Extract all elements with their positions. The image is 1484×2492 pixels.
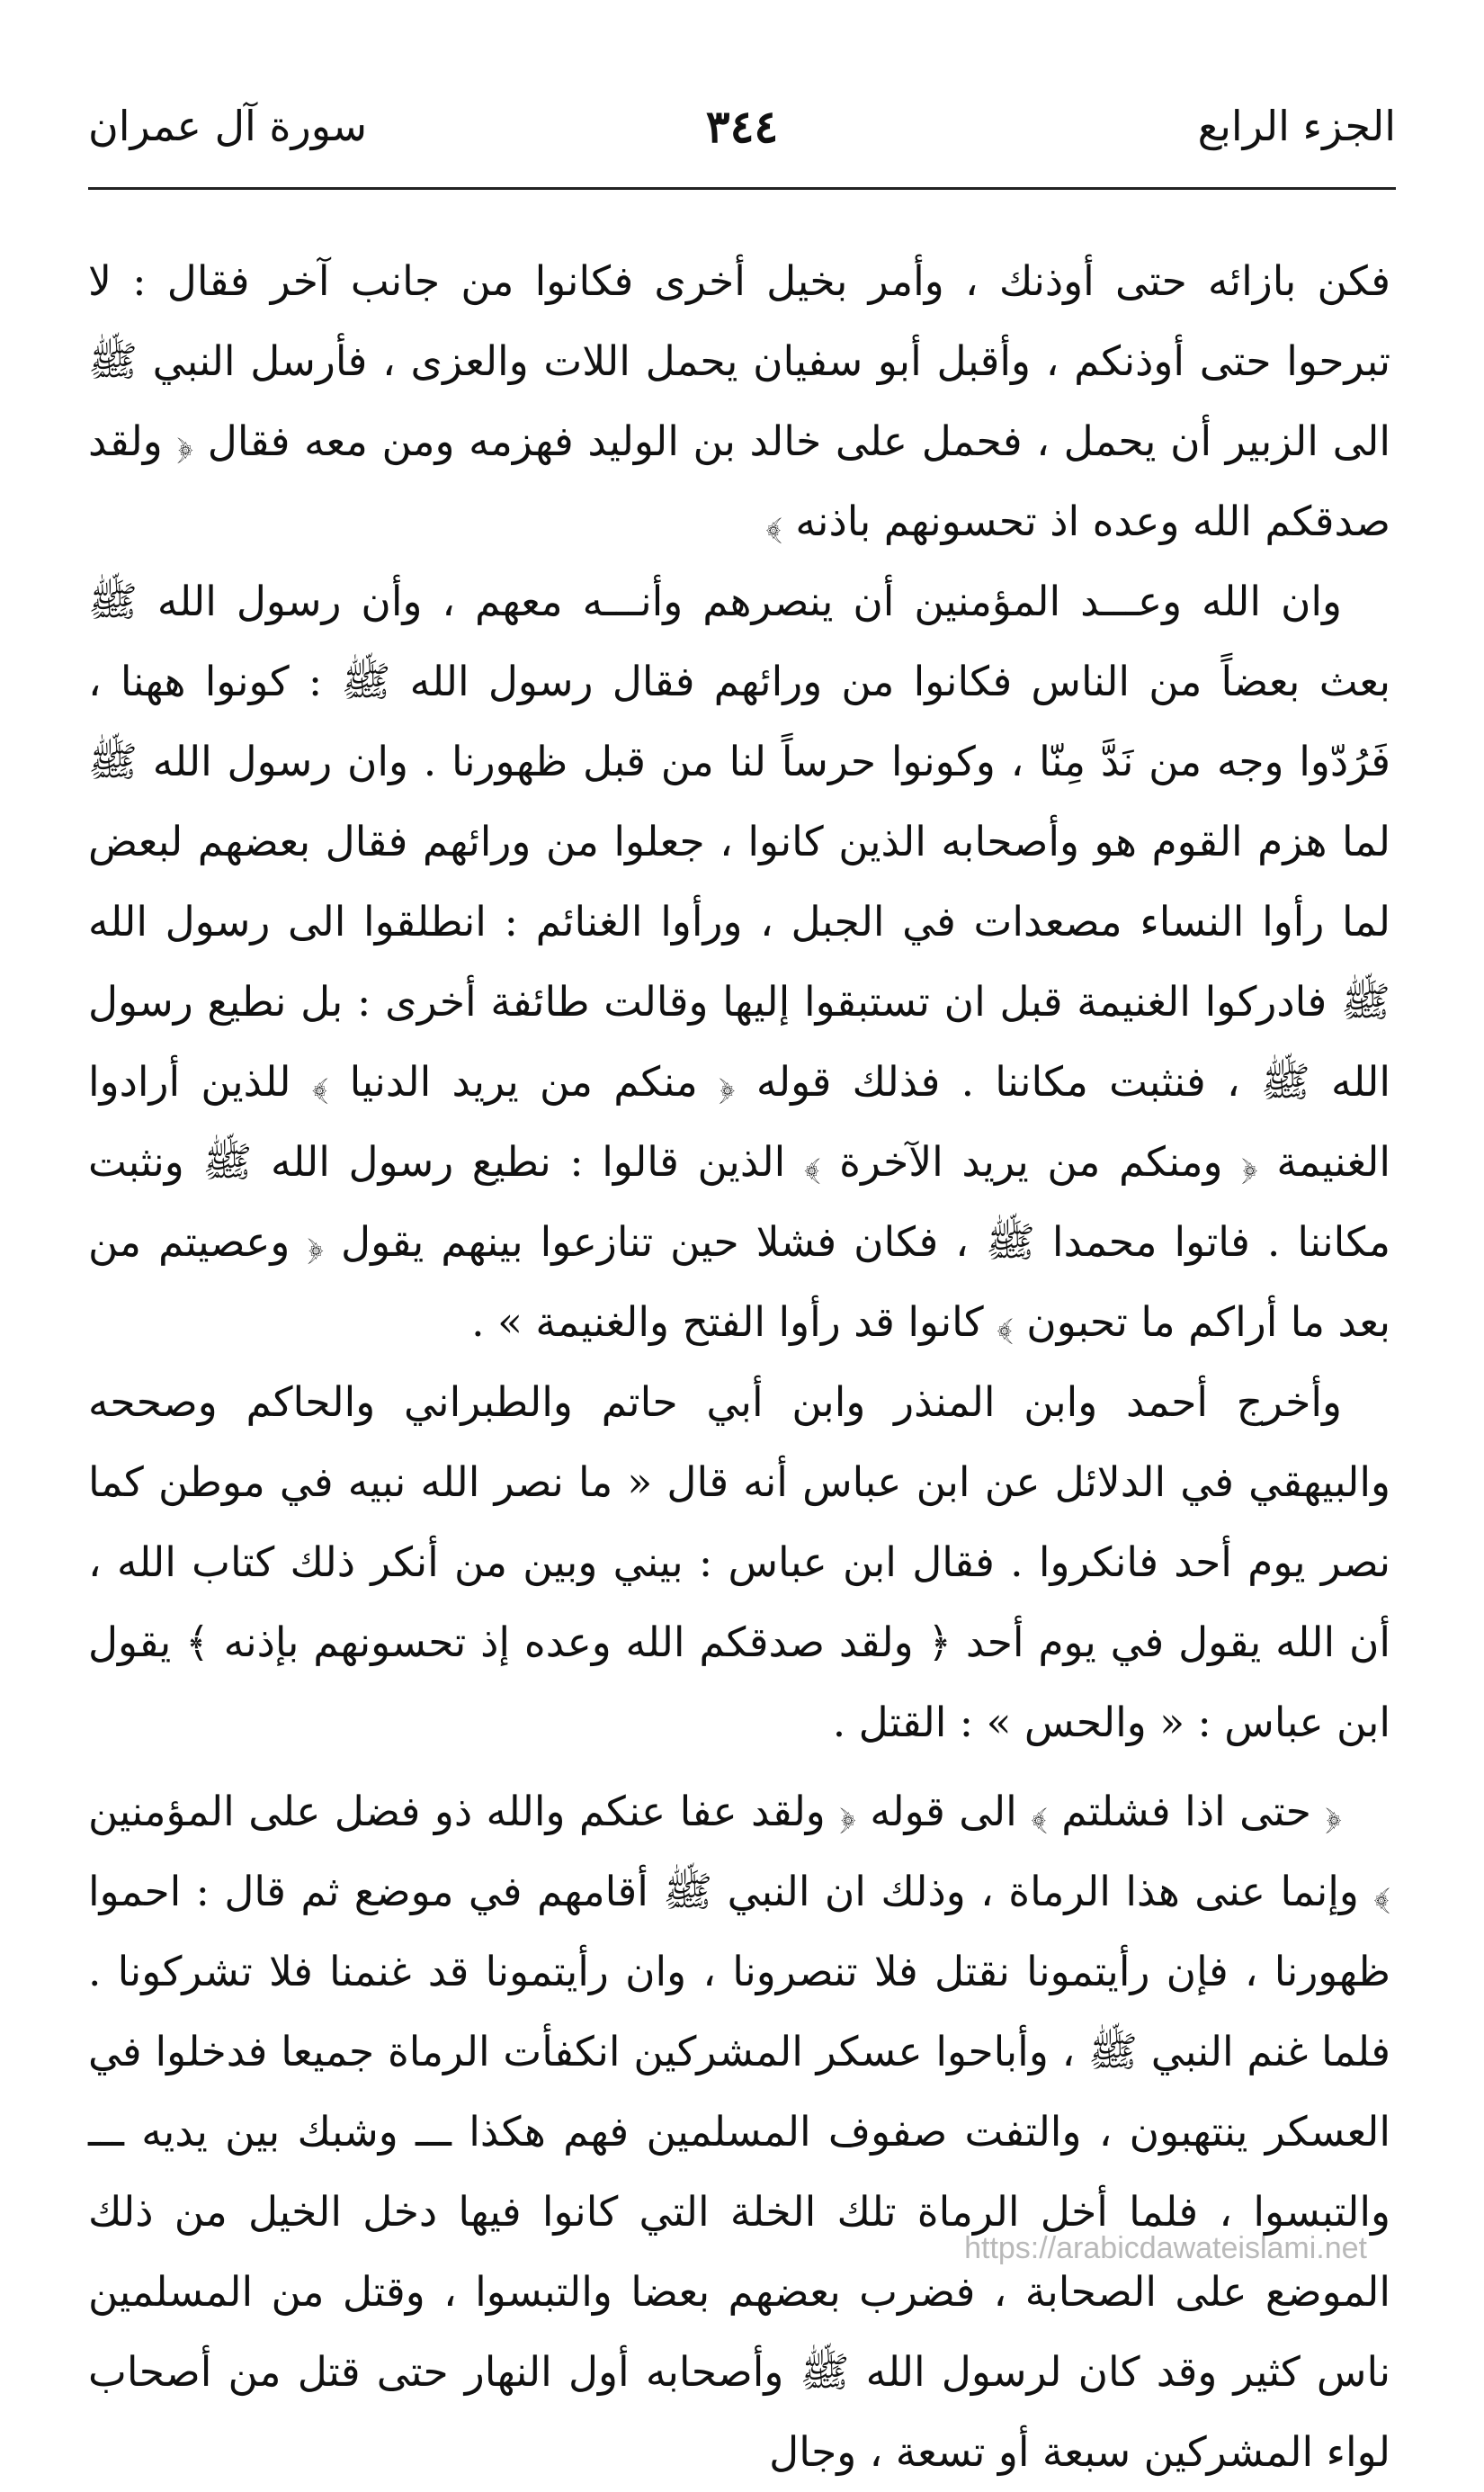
paragraph: فكن بازائه حتى أوذنك ، وأمر بخيل أخرى فكانوا من جانب آخر فقال : لا تبرحوا حتى أوذنكم ، وأقبل أبو سفيان يحمل اللات والعزى ، فأرسل النبي ﷺ الى الزبير أن يحمل ، فحمل على خالد بن الوليد فهزمه ومن معه فقال ﴿ ولقد صدقكم الله وعده اذ تحسونهم باذنه ﴾	[88, 257, 1390, 545]
page-body	[88, 241, 1390, 2492]
paragraph: وان الله وعـــد المؤمنين أن ينصرهم وأنـــه معهم ، وأن رسول الله ﷺ بعث بعضاً من الناس فكانوا من ورائهم فقال رسول الله ﷺ : كونوا ههنا ، فَرُدّوا وجه من نَدَّ مِنّا ، وكونوا حرساً لنا من قبل ظهورنا . وان رسول الله ﷺ لما هزم القوم هو وأصحابه الذين كانوا ، جعلوا من ورائهم فقال بعضهم لبعض لما رأوا النساء مصعدات في الجبل ، ورأوا الغنائم : انطلقوا الى رسول الله ﷺ فادركوا الغنيمة قبل ان تستبقوا إليها وقالت طائفة أخرى : بل نطيع رسول الله ﷺ ، فنثبت مكاننا . فذلك قوله ﴿ منكم من يريد الدنيا ﴾ للذين أرادوا الغنيمة ﴿ ومنكم من يريد الآخرة ﴾ الذين قالوا : نطيع رسول الله ﷺ ونثبت مكاننا . فاتوا محمدا ﷺ ، فكان فشلا حين تنازعوا بينهم يقول ﴿ وعصيتم من بعد ما أراكم ما تحبون ﴾ كانوا قد رأوا الفتح والغنيمة » .	[88, 578, 1390, 1346]
paragraph: ﴿ حتى اذا فشلتم ﴾ الى قوله ﴿ ولقد عفا عنكم والله ذو فضل على المؤمنين ﴾ وإنما عنى هذا الرماة ، وذلك ان النبي ﷺ أقامهم في موضع ثم قال : احموا ظهورنا ، فإن رأيتمونا نقتل فلا تنصرونا ، وان رأيتمونا قد غنمنا فلا تشركونا . فلما غنم النبي ﷺ ، وأباحوا عسكر المشركين انكفأت الرماة جميعا فدخلوا في العسكر ينتهبون ، والتفت صفوف المسلمين فهم هكذا ـــ وشبك بين يديه ـــ والتبسوا ، فلما أخل الرماة تلك الخلة التي كانوا فيها دخل الخيل من ذلك الموضع على الصحابة ، فضرب بعضهم بعضا والتبسوا ، وقتل من المسلمين ناس كثير وقد كان لرسول الله ﷺ وأصحابه أول النهار حتى قتل من أصحاب لواء المشركين سبعة أو تسعة ، وجال	[88, 1788, 1390, 2476]
header-divider	[88, 187, 1396, 190]
surah-title: سورة آل عمران	[88, 102, 368, 150]
part-title: الجزء الرابع	[1197, 102, 1396, 150]
watermark-url: https://arabicdawateislami.net	[964, 2231, 1367, 2265]
running-header	[88, 90, 1396, 162]
paragraph: وأخرج أحمد وابن المنذر وابن أبي حاتم والطبراني والحاكم وصححه والبيهقي في الدلائل عن ابن عباس أنه قال « ما نصر الله نبيه في موطن كما نصر يوم أحد فانكروا . فقال ابن عباس : بيني وبين من أنكر ذلك كتاب الله ، أن الله يقول في يوم أحد ﴿ ولقد صدقكم الله وعده إذ تحسونهم بإذنه ﴾ يقول ابن عباس : « والحس » : القتل .	[88, 1378, 1390, 1746]
page-number: ٣٤٤	[705, 99, 779, 153]
